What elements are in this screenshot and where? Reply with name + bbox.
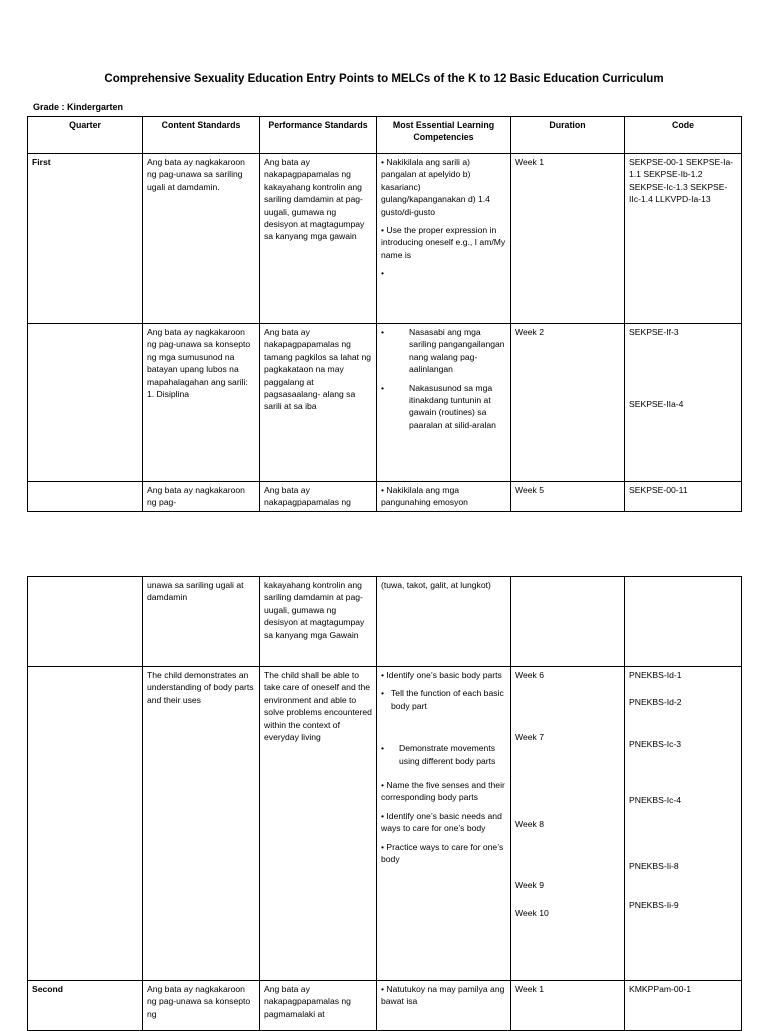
table-row	[28, 981, 742, 1031]
performance-standard-cell: Ang bata ay nakapagpapamalas ng kakayahang kontrolin ang sariling damdamin at pag- uugali, gumawa ng desisyon at magtagumpay sa kanyang mga gawain	[260, 154, 377, 324]
code-text: SEKPSE-IIa-4	[629, 399, 684, 410]
performance-standard-cell: Ang bata ay nakapagpapamalas ng tamang pagkilos sa lahat ng pagkakataon na may paggalang at pagsasaalang- alang sa sarili at sa iba	[260, 324, 377, 482]
performance-standard-cell: Ang bata ay nakapagpapamalas ng	[260, 482, 377, 512]
melc-item	[381, 326, 506, 376]
melc-item: • Identify one’s basic needs and ways to care for one’s body	[381, 810, 502, 834]
melc-cell: • Natutukoy na may pamilya ang bawat isa	[377, 981, 511, 1031]
code-text: PNEKBS-Ii-9	[629, 900, 679, 911]
quarter-cell	[28, 324, 143, 482]
curriculum-table-part-2	[27, 576, 742, 1031]
melc-cell	[377, 324, 511, 482]
header-code: Code	[625, 117, 742, 154]
content-standard-cell: Ang bata ay nagkakaroon ng pag-	[143, 482, 260, 512]
duration-cell	[511, 577, 625, 667]
table-row	[28, 324, 742, 482]
table-row	[28, 154, 742, 324]
duration-cell: Week 5	[511, 482, 625, 512]
grade-label: Grade : Kindergarten	[33, 102, 124, 112]
melc-item: • Use the proper expression in introducing oneself e.g., I am/My name is	[381, 225, 506, 260]
code-cell: SEKPSE-00-1 SEKPSE-Ia-1.1 SEKPSE-Ib-1.2 SEKPSE-Ic-1.3 SEKPSE-IIc-1.4 LLKVPD-Ia-13	[625, 154, 742, 324]
code-text: PNEKBS-Ic-4	[629, 795, 682, 806]
quarter-cell: Second	[28, 981, 143, 1031]
header-quarter: Quarter	[28, 117, 143, 154]
melc-item: • Practice ways to care for one’s body	[381, 841, 504, 865]
performance-standard-cell: The child shall be able to take care of oneself and the environment and able to solve problems encountered within the context of everyday living	[260, 667, 377, 981]
performance-standard-cell: Ang bata ay nakapagpapamalas ng pagmamalaki at	[260, 981, 377, 1031]
melc-item	[381, 687, 506, 712]
bullet-icon: •	[381, 327, 385, 337]
header-content-standards: Content Standards	[143, 117, 260, 154]
performance-standard-cell: kakayahang kontrolin ang sariling damdamin at pag- uugali, gumawa ng desisyon at magtagumpay sa kanyang mga Gawain	[260, 577, 377, 667]
melc-item	[381, 742, 506, 767]
melc-item: • Identify one’s basic body parts	[381, 670, 502, 680]
code-cell: SEKPSE-00-11	[625, 482, 742, 512]
content-standard-cell: The child demonstrates an understanding of body parts and their uses	[143, 667, 260, 981]
table-row	[28, 482, 742, 512]
duration-cell: Week 2	[511, 324, 625, 482]
melc-item	[381, 382, 506, 432]
melc-cell: (tuwa, takot, galit, at lungkot)	[377, 577, 511, 667]
table-row	[28, 667, 742, 981]
quarter-cell	[28, 482, 143, 512]
code-cell	[625, 577, 742, 667]
table-header-row	[28, 117, 742, 154]
duration-text: Week 9	[515, 880, 544, 891]
melc-item: • Name the five senses and their corresponding body parts	[381, 780, 505, 803]
header-duration: Duration	[511, 117, 625, 154]
quarter-cell	[28, 667, 143, 981]
header-melc: Most Essential Learning Competencies	[377, 117, 511, 154]
melc-cell: • Nakikilala ang mga pangunahing emosyon	[377, 482, 511, 512]
duration-cell: Week 1	[511, 154, 625, 324]
content-standard-cell: Ang bata ay nagkakaroon ng pag-unawa sa konsepto ng mga sumusunod na batayan upang lubos na mapahalagahan ang sarili: 1. Disiplina	[143, 324, 260, 482]
document-title: Comprehensive Sexuality Education Entry Points to MELCs of the K to 12 Basic Education Curriculum	[104, 73, 664, 85]
table-row	[28, 577, 742, 667]
melc-text: Nakasusunod sa mga itinakdang tuntunin at gawain (routines) sa paaralan at silid-aralan	[409, 382, 496, 430]
melc-item: •	[381, 268, 385, 279]
melc-cell	[377, 154, 511, 324]
melc-text: Tell the function of each basic body part	[391, 688, 504, 711]
melc-cell	[377, 667, 511, 981]
quarter-cell: First	[28, 154, 143, 324]
melc-text: Demonstrate movements using different body parts	[399, 743, 496, 766]
duration-cell: Week 1	[511, 981, 625, 1031]
melc-text: Nasasabi ang mga sariling pangangailangan nang walang pag-aalinlangan	[409, 327, 505, 375]
content-standard-cell: unawa sa sariling ugali at damdamin	[143, 577, 260, 667]
bullet-icon: •	[381, 382, 385, 393]
code-cell: KMKPPam-00-1	[625, 981, 742, 1031]
quarter-cell	[28, 577, 143, 667]
code-text: PNEKBS-Ic-3	[629, 738, 682, 749]
code-text: SEKPSE-If-3	[629, 327, 679, 337]
content-standard-cell: Ang bata ay nagkakaroon ng pag-unawa sa sariling ugali at damdamin.	[143, 154, 260, 324]
duration-text: Week 6	[515, 670, 544, 680]
code-cell	[625, 667, 742, 981]
code-text: PNEKBS-Id-1	[629, 670, 682, 680]
code-text: PNEKBS-Ii-8	[629, 860, 679, 871]
content-standard-cell: Ang bata ay nagkakaroon ng pag-unawa sa konsepto ng	[143, 981, 260, 1031]
code-cell	[625, 324, 742, 482]
header-performance-standards: Performance Standards	[260, 117, 377, 154]
duration-text: Week 10	[515, 907, 549, 918]
duration-text: Week 8	[515, 818, 544, 829]
bullet-icon: •	[381, 688, 385, 699]
duration-cell	[511, 667, 625, 981]
duration-text: Week 7	[515, 732, 544, 743]
curriculum-table-part-1	[27, 116, 742, 512]
bullet-icon: •	[381, 743, 385, 754]
melc-item: • Nakikilala ang sarili a) pangalan at apelyido b) kasarianc) gulang/kapanganakan d) 1.4 gusto/di-gusto	[381, 157, 490, 217]
code-text: PNEKBS-Id-2	[629, 697, 682, 708]
